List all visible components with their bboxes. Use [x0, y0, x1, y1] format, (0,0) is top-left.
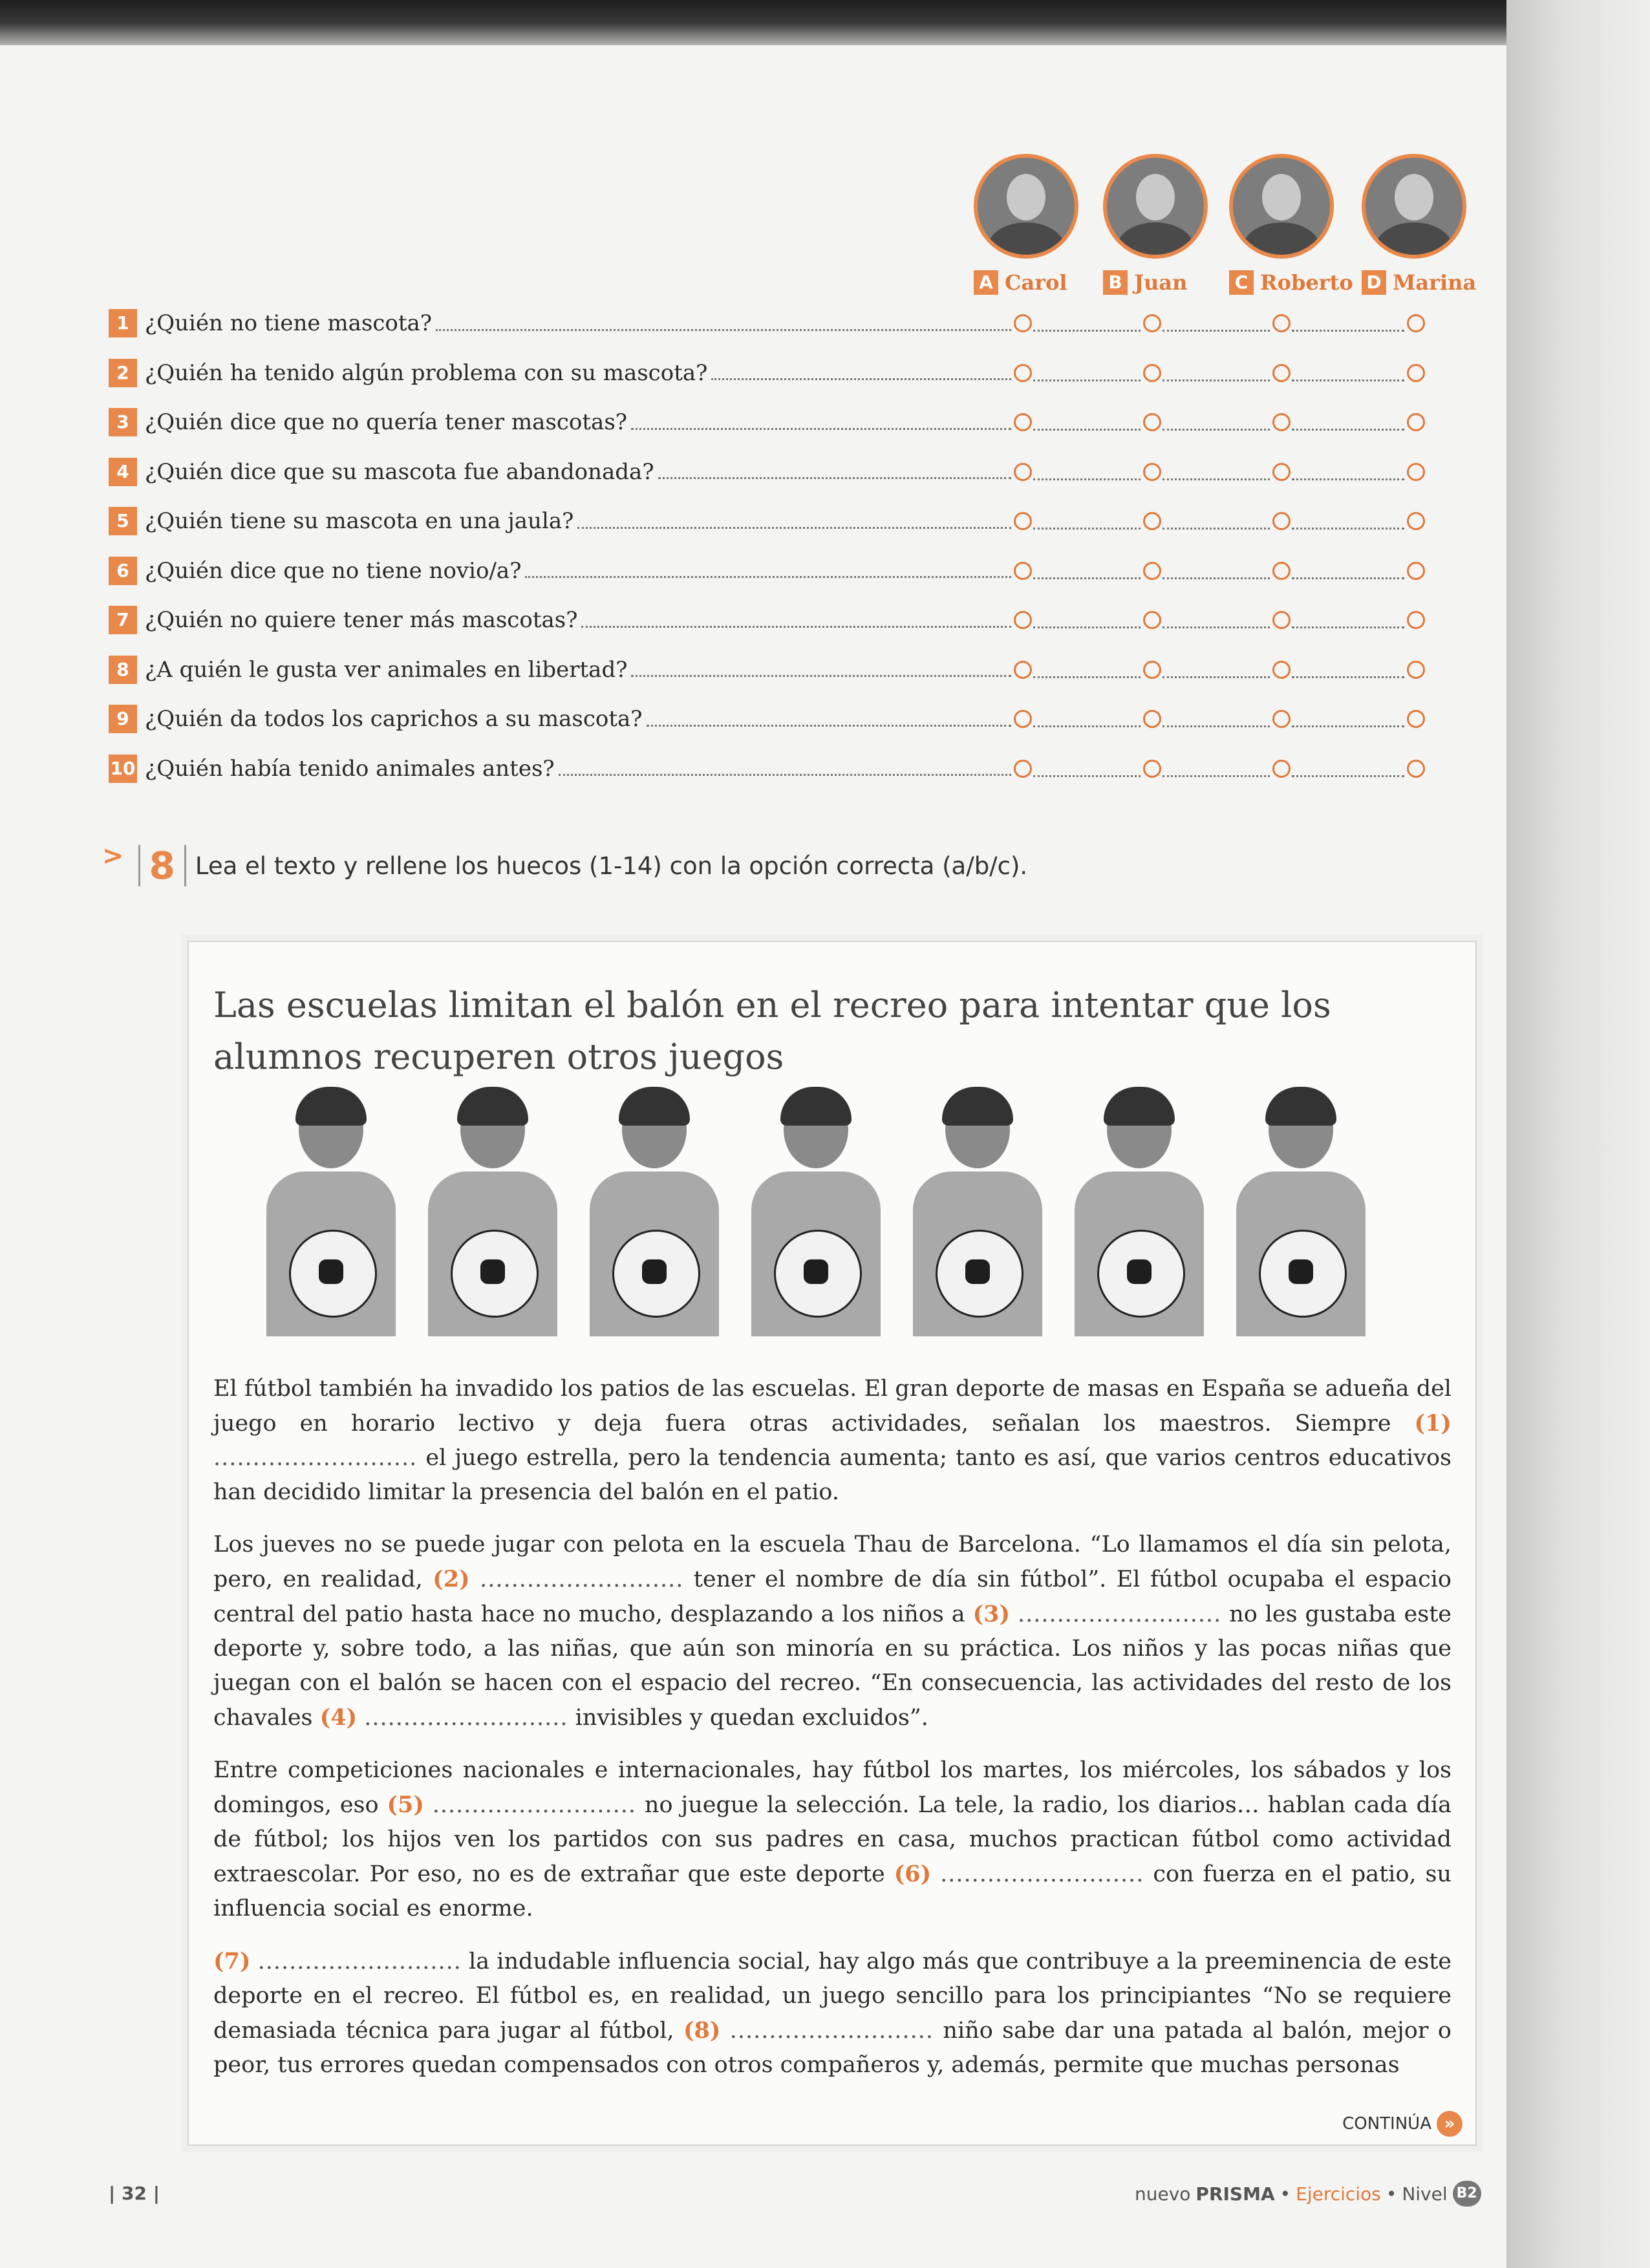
question-row — [109, 299, 1434, 348]
dotted-leader — [1033, 478, 1141, 480]
option-letter-badge: D — [1362, 270, 1386, 295]
person-marina — [1358, 149, 1487, 304]
answer-circle-roberto[interactable] — [1272, 512, 1291, 530]
double-chevron-right-icon: » — [1437, 2111, 1462, 2137]
question-text: ¿Quién dice que no quería tener mascotas? — [145, 409, 628, 436]
question-text: ¿Quién no quiere tener más mascotas? — [145, 607, 578, 634]
answer-circle-juan[interactable] — [1143, 413, 1161, 431]
answer-circle-roberto[interactable] — [1272, 364, 1291, 382]
gap-blank-3[interactable]: .......................... — [1018, 1601, 1222, 1627]
dotted-leader — [1292, 330, 1404, 332]
child-figure — [1230, 1091, 1372, 1336]
continue-indicator — [1342, 2111, 1462, 2137]
person-name: Marina — [1393, 270, 1477, 295]
dotted-leader — [1033, 676, 1141, 678]
soccer-ball-icon — [1097, 1230, 1185, 1318]
option-letter-badge: B — [1103, 270, 1128, 295]
gap-blank-6[interactable]: .......................... — [940, 1861, 1144, 1887]
avatar — [1229, 154, 1334, 259]
soccer-ball-icon — [774, 1230, 862, 1318]
soccer-ball-icon — [936, 1230, 1023, 1318]
answer-circle-juan[interactable] — [1143, 314, 1161, 332]
children-with-balls-photo — [260, 1091, 1411, 1336]
answer-circle-carol[interactable] — [1014, 364, 1032, 382]
gap-marker-7: (7) — [213, 1948, 251, 1974]
soccer-ball-icon — [289, 1230, 377, 1318]
gap-blank-7[interactable]: .......................... — [257, 1949, 462, 1974]
dotted-leader — [1292, 528, 1404, 530]
dotted-leader — [1162, 626, 1270, 628]
question-number-badge: 6 — [109, 557, 137, 585]
answer-circle-carol[interactable] — [1014, 314, 1032, 332]
question-text: ¿Quién ha tenido algún problema con su mascota? — [145, 359, 708, 386]
dotted-leader — [1162, 577, 1270, 579]
answer-circle-carol[interactable] — [1014, 661, 1032, 679]
gap-blank-2[interactable]: .......................... — [480, 1567, 684, 1592]
dotted-leader — [1033, 528, 1141, 530]
dotted-leader — [1292, 478, 1404, 480]
question-text: ¿Quién dice que su mascota fue abandonada? — [145, 458, 654, 485]
answer-circle-juan[interactable] — [1143, 463, 1161, 481]
dotted-leader — [581, 626, 1011, 628]
gap-marker-1: (1) — [1414, 1410, 1452, 1437]
question-row — [109, 546, 1434, 596]
answer-circle-juan[interactable] — [1143, 512, 1161, 530]
answer-circle-carol[interactable] — [1014, 710, 1032, 728]
question-row — [109, 744, 1434, 794]
person-name: Juan — [1134, 270, 1188, 295]
person-name: Carol — [1005, 270, 1067, 295]
soccer-ball-icon — [1259, 1230, 1347, 1318]
answer-circle-juan[interactable] — [1143, 562, 1161, 580]
answer-circle-juan[interactable] — [1143, 760, 1161, 778]
answer-circle-marina[interactable] — [1407, 364, 1425, 382]
article-title: Las escuelas limitan el balón en el recreo para intentar que los alumnos recuperen otros juegos — [213, 985, 1331, 1077]
dotted-leader — [1292, 577, 1404, 579]
question-row — [109, 595, 1434, 645]
answer-circle-marina[interactable] — [1407, 413, 1425, 431]
question-text: ¿Quién da todos los caprichos a su mascota? — [145, 706, 643, 733]
dotted-leader — [1033, 725, 1141, 727]
question-number-badge: 9 — [109, 705, 137, 733]
dotted-leader — [1162, 380, 1270, 381]
dotted-leader — [525, 576, 1011, 578]
option-letter-badge: A — [974, 270, 998, 295]
article-body — [213, 1372, 1452, 2101]
child-figure — [260, 1091, 402, 1336]
dotted-leader — [1033, 380, 1141, 381]
exercise-arrow-icon: > — [102, 841, 124, 871]
dotted-leader — [559, 774, 1011, 776]
dotted-leader — [436, 329, 1011, 331]
question-text: ¿A quién le gusta ver animales en libertad? — [145, 656, 628, 683]
child-figure — [422, 1091, 564, 1336]
avatar — [974, 154, 1078, 259]
question-number-badge: 1 — [109, 309, 137, 337]
dotted-leader — [658, 477, 1011, 479]
dotted-leader — [1033, 626, 1141, 628]
question-number-badge: 7 — [109, 606, 137, 634]
dotted-leader — [1292, 676, 1404, 678]
level-badge: B2 — [1453, 2181, 1481, 2207]
gap-marker-8: (8) — [683, 2017, 721, 2044]
answer-circle-carol[interactable] — [1014, 611, 1032, 629]
answer-circle-juan[interactable] — [1143, 661, 1161, 679]
person-roberto — [1225, 149, 1355, 304]
question-text: ¿Quién había tenido animales antes? — [145, 755, 555, 782]
dotted-leader — [1033, 330, 1141, 332]
question-number-badge: 10 — [109, 754, 137, 783]
question-number-badge: 8 — [109, 656, 137, 684]
question-number-badge: 5 — [109, 507, 137, 535]
gap-blank-1[interactable]: .......................... — [213, 1445, 418, 1471]
answer-circle-juan[interactable] — [1143, 611, 1161, 629]
avatar — [1103, 154, 1208, 259]
answer-circle-carol[interactable] — [1014, 562, 1032, 580]
dotted-leader — [1033, 577, 1141, 579]
gap-marker-4: (4) — [319, 1704, 358, 1731]
dotted-leader — [1033, 775, 1141, 777]
exercise-number: 8 — [149, 844, 175, 888]
option-letter-badge: C — [1229, 270, 1254, 295]
question-number-badge: 3 — [109, 408, 137, 436]
dotted-leader — [1292, 380, 1404, 381]
page-top-edge — [0, 0, 1650, 52]
continue-label: CONTINÚA — [1342, 2114, 1431, 2134]
dotted-leader — [577, 527, 1011, 529]
answer-circle-juan[interactable] — [1143, 710, 1161, 728]
paragraph-4: (7) .......................... la indudable influencia social, hay algo más que contribuye a la preeminencia de este deporte en el recreo. El fútbol es, en realidad, un juego sencillo para los principiantes “No se requiere demasiada técnica para jugar al fútbol, (8) .......................... niño sabe dar una patada al balón, mejor o peor, tus errores quedan compensados con otros compañeros y, además, permite que muchas personas — [213, 1948, 1452, 2078]
dotted-leader — [1292, 725, 1404, 727]
gap-marker-6: (6) — [894, 1861, 932, 1887]
gap-blank-4[interactable]: .......................... — [364, 1705, 568, 1731]
answer-circle-roberto[interactable] — [1272, 463, 1291, 481]
question-row — [109, 447, 1434, 497]
question-number-badge: 2 — [109, 359, 137, 387]
gap-blank-8[interactable]: .......................... — [729, 2018, 934, 2044]
soccer-ball-icon — [612, 1230, 700, 1318]
dotted-leader — [1162, 528, 1270, 530]
answer-circle-roberto[interactable] — [1272, 611, 1291, 629]
gap-blank-5[interactable]: .......................... — [432, 1792, 637, 1818]
question-text: ¿Quién tiene su mascota en una jaula? — [145, 508, 574, 535]
paragraph-2: Los jueves no se puede jugar con pelota en la escuela Thau de Barcelona. “Lo llamamos el día sin pelota, pero, en realidad, (2) .......................... tener el nombre de día sin fútbol”. El fútbol ocupaba el espacio central del patio hasta hace no mucho, desplazando a los niños a (3) .......................... no les gustaba este deporte y, sobre todo, a las niñas, que aún son minoría en su práctica. Los niños y las pocas niñas que juegan con el balón se hacen con el espacio del recreo. “En consecuencia, las actividades del resto de los chavales (4) .......................... invisibles y quedan excluidos”. — [213, 1532, 1452, 1731]
paragraph-1: El fútbol también ha invadido los patios de las escuelas. El gran deporte de masas en España se adueña del juego en horario lectivo y deja fuera otras actividades, señalan los maestros. Siempre (1) .......................... el juego estrella, pero la tendencia aumenta; tanto es así, que varios centros educativos han decidido limitar la presencia del balón en el patio. — [213, 1376, 1452, 1505]
answer-circle-marina[interactable] — [1407, 611, 1425, 629]
question-list — [109, 299, 1434, 793]
question-row — [109, 694, 1434, 744]
answer-circle-marina[interactable] — [1407, 512, 1425, 530]
child-figure — [745, 1091, 887, 1336]
answer-circle-juan[interactable] — [1143, 364, 1161, 382]
child-figure — [1068, 1091, 1210, 1336]
avatar — [1362, 154, 1466, 259]
answer-circle-marina[interactable] — [1407, 562, 1425, 580]
soccer-ball-icon — [451, 1230, 539, 1318]
answer-circle-roberto[interactable] — [1272, 760, 1291, 778]
footer-brand: nuevo PRISMA • Ejercicios • Nivel B2 — [1135, 2181, 1481, 2207]
person-carol — [970, 149, 1099, 304]
page-fold-shadow — [1506, 0, 1650, 2268]
dotted-leader — [1162, 478, 1270, 480]
dotted-leader — [1162, 676, 1270, 678]
answer-circle-carol[interactable] — [1014, 463, 1032, 481]
question-row — [109, 348, 1434, 398]
question-row — [109, 398, 1434, 447]
dotted-leader — [631, 675, 1011, 677]
divider — [138, 845, 140, 886]
answer-circle-marina[interactable] — [1407, 463, 1425, 481]
divider — [184, 845, 186, 886]
people-header — [970, 149, 1487, 304]
dotted-leader — [1033, 429, 1141, 431]
paragraph-3: Entre competiciones nacionales e internacionales, hay fútbol los martes, los miércoles, los sábados y los domingos, eso (5) .......................... no juegue la selección. La tele, la radio, los diarios… hablan cada día de fútbol; los hijos ven los partidos con sus padres en casa, muchos practican fútbol como actividad extraescolar. Por eso, no es de extrañar que este deporte (6) .......................... con fuerza en el patio, su influencia social es enorme. — [213, 1757, 1452, 1921]
child-figure — [583, 1091, 725, 1336]
dotted-leader — [711, 378, 1011, 380]
dotted-leader — [1162, 725, 1270, 727]
answer-circle-carol[interactable] — [1014, 760, 1032, 778]
answer-circle-carol[interactable] — [1014, 413, 1032, 431]
dotted-leader — [1162, 775, 1270, 777]
dotted-leader — [1162, 429, 1270, 431]
answer-circle-roberto[interactable] — [1272, 562, 1291, 580]
answer-circle-roberto[interactable] — [1272, 661, 1291, 679]
answer-circle-roberto[interactable] — [1272, 314, 1291, 332]
dotted-leader — [1292, 775, 1404, 777]
question-row — [109, 497, 1434, 546]
question-text: ¿Quién no tiene mascota? — [145, 310, 432, 337]
dotted-leader — [1292, 626, 1404, 628]
answer-circle-carol[interactable] — [1014, 512, 1032, 530]
answer-circle-marina[interactable] — [1407, 314, 1425, 332]
exercise-instruction: Lea el texto y rellene los huecos (1-14) con la opción correcta (a/b/c). — [195, 851, 1028, 880]
reading-box — [188, 941, 1477, 2146]
person-name: Roberto — [1260, 270, 1353, 295]
dotted-leader — [647, 725, 1012, 727]
page-number: | 32 | — [109, 2183, 160, 2204]
dotted-leader — [631, 428, 1011, 430]
answer-circle-marina[interactable] — [1407, 661, 1425, 679]
child-figure — [906, 1091, 1049, 1336]
dotted-leader — [1292, 429, 1404, 431]
question-row — [109, 645, 1434, 695]
gap-marker-3: (3) — [972, 1601, 1011, 1627]
gap-marker-5: (5) — [387, 1792, 424, 1818]
answer-circle-marina[interactable] — [1407, 760, 1425, 778]
answer-circle-roberto[interactable] — [1272, 710, 1291, 728]
person-juan — [1099, 149, 1228, 304]
gap-marker-2: (2) — [433, 1566, 470, 1592]
question-number-badge: 4 — [109, 458, 137, 486]
question-text: ¿Quién dice que no tiene novio/a? — [145, 557, 522, 584]
answer-circle-roberto[interactable] — [1272, 413, 1291, 431]
dotted-leader — [1162, 330, 1270, 332]
exercise-header — [102, 841, 1028, 888]
answer-circle-marina[interactable] — [1407, 710, 1425, 728]
